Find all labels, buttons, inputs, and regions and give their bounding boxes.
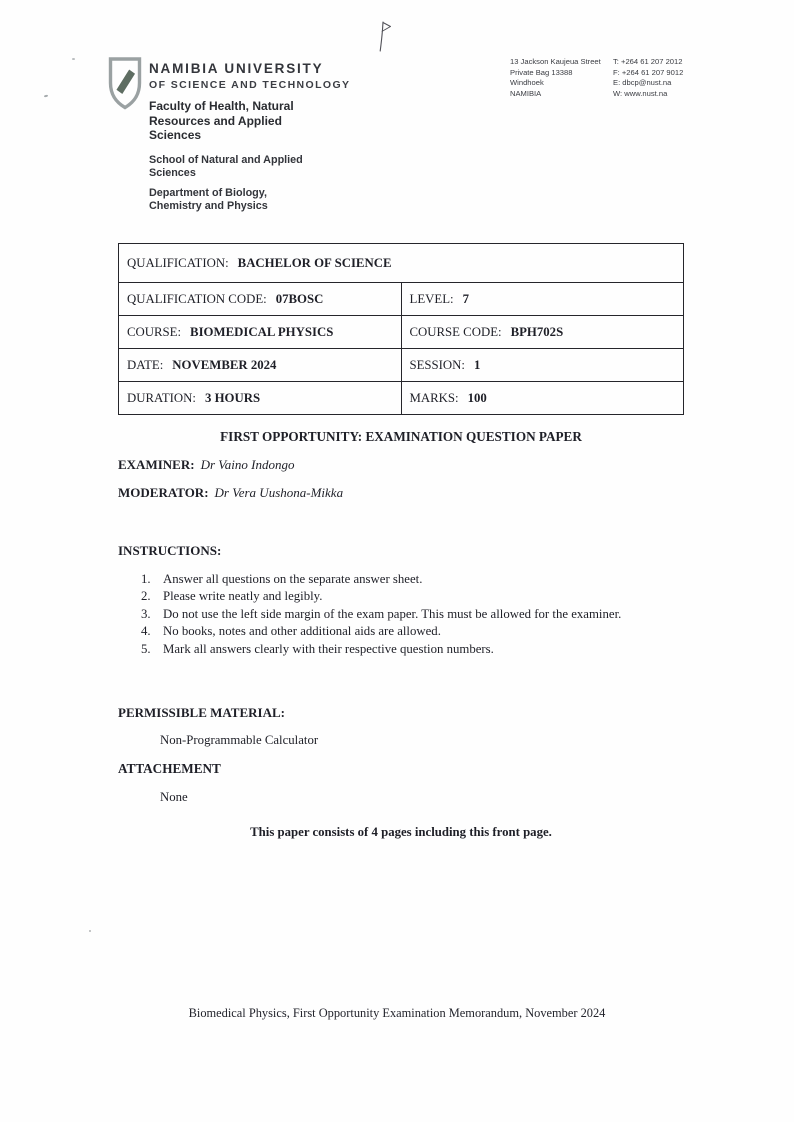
page-count-note: This paper consists of 4 pages including this front page. [250,825,552,839]
item-number: 3. [141,606,151,621]
table-row [119,349,684,382]
scan-speck [89,930,91,932]
table-row [119,283,684,316]
cell-label: MARKS: [409,390,459,405]
cell-label: LEVEL: [409,291,454,306]
date-cell [119,349,402,382]
table-row [119,244,684,283]
instructions-list [141,571,669,658]
instruction-item [141,571,669,588]
permissible-material-heading: PERMISSIBLE MATERIAL: [118,705,285,720]
course-code-cell [401,316,684,349]
marks-cell [401,382,684,415]
cell-value: BIOMEDICAL PHYSICS [190,324,334,339]
postal-address [510,57,613,99]
address-line: Windhoek [510,78,544,88]
moderator-name: Dr Vera Uushona-Mikka [214,485,344,500]
qualification-cell [119,244,684,283]
instruction-item [141,623,669,640]
school-name: School of Natural and Applied Sciences [149,154,303,179]
contact-line: T: +264 61 207 2012 [613,57,683,66]
shield-emblem-icon [106,56,144,112]
moderator-label: MODERATOR: [118,485,209,500]
item-text: Do not use the left side margin of the exam paper. This must be allowed for the examiner. [163,606,622,621]
course-info-table [118,243,684,415]
contact-line: F: +264 61 207 9012 [613,67,684,77]
university-name-line2: OF SCIENCE AND TECHNOLOGY [149,79,351,91]
cell-value: 7 [462,291,469,306]
examiner-name: Dr Vaino Indongo [200,457,295,472]
cell-value: 1 [473,357,481,372]
item-number: 2. [141,589,151,604]
item-text: Mark all answers clearly with their respective question numbers. [163,641,494,656]
item-text: Please write neatly and legibly. [163,589,323,604]
address-block [510,57,683,99]
instruction-item [141,641,669,658]
faculty-name: Faculty of Health, Natural Resources and Applied Sciences [149,99,294,142]
qualification-code-cell [119,283,402,316]
item-text: No books, notes and other additional aids are allowed. [163,624,441,639]
contact-details [613,57,683,99]
cell-value: BPH702S [510,324,564,339]
scan-speck [44,95,48,98]
instruction-item [141,588,669,605]
session-cell [401,349,684,382]
cell-value: BACHELOR OF SCIENCE [237,255,392,270]
address-line: 13 Jackson Kaujeua Street [510,57,601,66]
instruction-item [141,606,669,623]
cell-label: DURATION: [127,390,196,405]
cell-label: QUALIFICATION CODE: [127,291,267,306]
item-number: 4. [141,624,151,639]
address-line: NAMIBIA [510,88,542,98]
contact-line: W: www.nust.na [613,88,668,98]
examiner-label: EXAMINER: [118,457,195,472]
cell-value: NOVEMBER 2024 [172,357,277,372]
university-logo [106,56,144,112]
cell-value: 100 [467,390,487,405]
department-name: Department of Biology, Chemistry and Physics [149,187,268,212]
table-row [119,382,684,415]
level-cell [401,283,684,316]
examiner-line [118,457,294,473]
address-line: Private Bag 13388 [510,67,573,77]
handwritten-p-stroke [374,18,396,56]
cell-label: COURSE CODE: [409,324,502,339]
footer-text: Biomedical Physics, First Opportunity Examination Memorandum, November 2024 [188,1006,606,1020]
cell-label: SESSION: [409,357,465,372]
attachment-item: None [160,790,188,804]
cell-value: 07BOSC [275,291,324,306]
table-row [119,316,684,349]
item-text: Answer all questions on the separate answer sheet. [163,572,423,586]
cell-label: COURSE: [127,324,182,339]
permissible-material-item: Non-Programmable Calculator [160,733,319,747]
cell-value: 3 HOURS [204,390,261,405]
handwritten-p-mark [374,18,396,56]
attachment-heading: ATTACHEMENT [118,761,221,776]
item-number: 1. [141,572,151,586]
contact-line: E: dbcp@nust.na [613,78,672,88]
item-number: 5. [141,641,151,656]
cell-label: QUALIFICATION: [127,255,229,270]
university-name [149,61,350,91]
duration-cell [119,382,402,415]
instructions-heading: INSTRUCTIONS: [118,543,222,558]
scan-speck [72,58,75,60]
university-name-line1: NAMIBIA UNIVERSITY [149,61,324,76]
cell-label: DATE: [127,357,164,372]
paper-title: FIRST OPPORTUNITY: EXAMINATION QUESTION PAPER [220,429,582,444]
course-cell [119,316,402,349]
moderator-line [118,485,343,501]
